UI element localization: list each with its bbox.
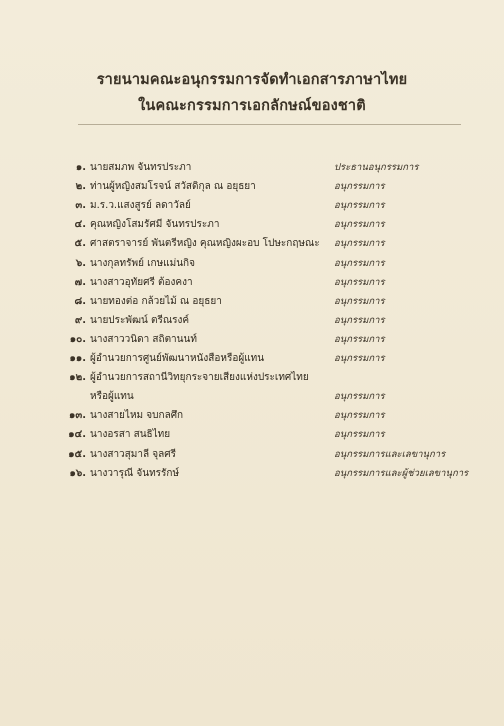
member-number: ๙. [74, 314, 86, 326]
member-role: อนุกรรมการและผู้ช่วยเลขานุการ [334, 467, 469, 479]
document-title-line-1: รายนามคณะอนุกรรมการจัดทำเอกสารภาษาไทย [96, 72, 408, 88]
member-name: นายสมภพ จันทรประภา [90, 162, 192, 173]
member-role: อนุกรรมการ [334, 391, 385, 403]
member-row [0, 445, 504, 464]
document-title-line-2: ในคณะกรรมการเอกลักษณ์ของชาติ [138, 98, 366, 114]
member-row-continued [0, 387, 504, 406]
member-row [0, 234, 504, 253]
member-row [0, 330, 504, 349]
member-role: อนุกรรมการ [334, 314, 385, 326]
member-role: อนุกรรมการ [334, 429, 385, 441]
member-name: นางวารุณี จันทรรักษ์ [90, 467, 180, 479]
member-row [0, 215, 504, 234]
member-number: ๑๔. [68, 429, 86, 441]
member-number: ๕. [74, 238, 86, 250]
member-role: อนุกรรมการ [334, 295, 385, 307]
member-role: อนุกรรมการ [334, 181, 385, 193]
member-row [0, 196, 504, 215]
member-row [0, 406, 504, 425]
member-number: ๑. [75, 162, 86, 173]
member-number: ๖. [75, 257, 86, 269]
member-number: ๑๓. [69, 410, 86, 422]
member-name: นางสาวอุทัยศรี ต้องคงา [90, 276, 193, 288]
member-role: อนุกรรมการ [334, 333, 385, 345]
member-name-continued: หรือผู้แทน [90, 391, 134, 403]
member-name: นายประพัฒน์ ตรีณรงค์ [90, 314, 190, 326]
member-number: ๓. [75, 200, 86, 212]
member-name: นางกุลทรัพย์ เกษแม่นกิจ [90, 257, 195, 269]
member-row [0, 425, 504, 444]
member-number: ๒. [75, 181, 86, 193]
member-role: อนุกรรมการ [334, 257, 385, 269]
member-role: อนุกรรมการ [334, 410, 385, 422]
member-number: ๑๐. [69, 333, 86, 345]
member-number: ๑๖. [69, 467, 86, 479]
member-name: ผู้อำนวยการศูนย์พัฒนาหนังสือหรือผู้แทน [90, 353, 265, 364]
member-number: ๑๒. [69, 372, 86, 384]
member-role: อนุกรรมการ [334, 200, 385, 212]
member-row [0, 177, 504, 196]
member-role: อนุกรรมการ [334, 238, 385, 250]
member-row [0, 254, 504, 273]
member-number: ๑๕. [68, 448, 86, 460]
member-row [0, 464, 504, 483]
member-role: อนุกรรมการ [334, 219, 385, 231]
member-role: อนุกรรมการ [334, 353, 385, 364]
member-name: นางอรสา สนธิไทย [90, 429, 171, 441]
member-name: นางสายไหม จบกลศึก [90, 410, 184, 422]
member-name: นางสาวสุมาลี จุลศรี [90, 448, 176, 460]
member-number: ๔. [74, 219, 86, 231]
member-name: ผู้อำนวยการสถานีวิทยุกระจายเสียงแห่งประเทศไทย [90, 372, 309, 384]
member-row [0, 349, 504, 368]
member-role: อนุกรรมการและเลขานุการ [334, 448, 446, 460]
member-row [0, 292, 504, 311]
member-row [0, 311, 504, 330]
member-name: คุณหญิงโสมรัศมี จันทรประภา [90, 219, 220, 231]
member-row [0, 273, 504, 292]
member-role: ประธานอนุกรรมการ [334, 162, 419, 173]
member-name: ม.ร.ว.แสงสูรย์ ลดาวัลย์ [90, 200, 191, 212]
member-name: ท่านผู้หญิงสมโรจน์ สวัสดิกุล ณ อยุธยา [90, 181, 256, 193]
member-role: อนุกรรมการ [334, 276, 385, 288]
member-name: ศาสตราจารย์ พันตรีหญิง คุณหญิงผะอบ โปษะกฤษณะ [90, 238, 320, 250]
member-row [0, 158, 504, 177]
member-number: ๘. [74, 295, 86, 307]
member-name: นายทองต่อ กล้วยไม้ ณ อยุธยา [90, 295, 222, 307]
member-number: ๑๑. [69, 353, 86, 364]
member-row [0, 368, 504, 387]
member-name: นางสาววนิดา สถิตานนท์ [90, 333, 197, 345]
member-number: ๗. [74, 276, 86, 288]
